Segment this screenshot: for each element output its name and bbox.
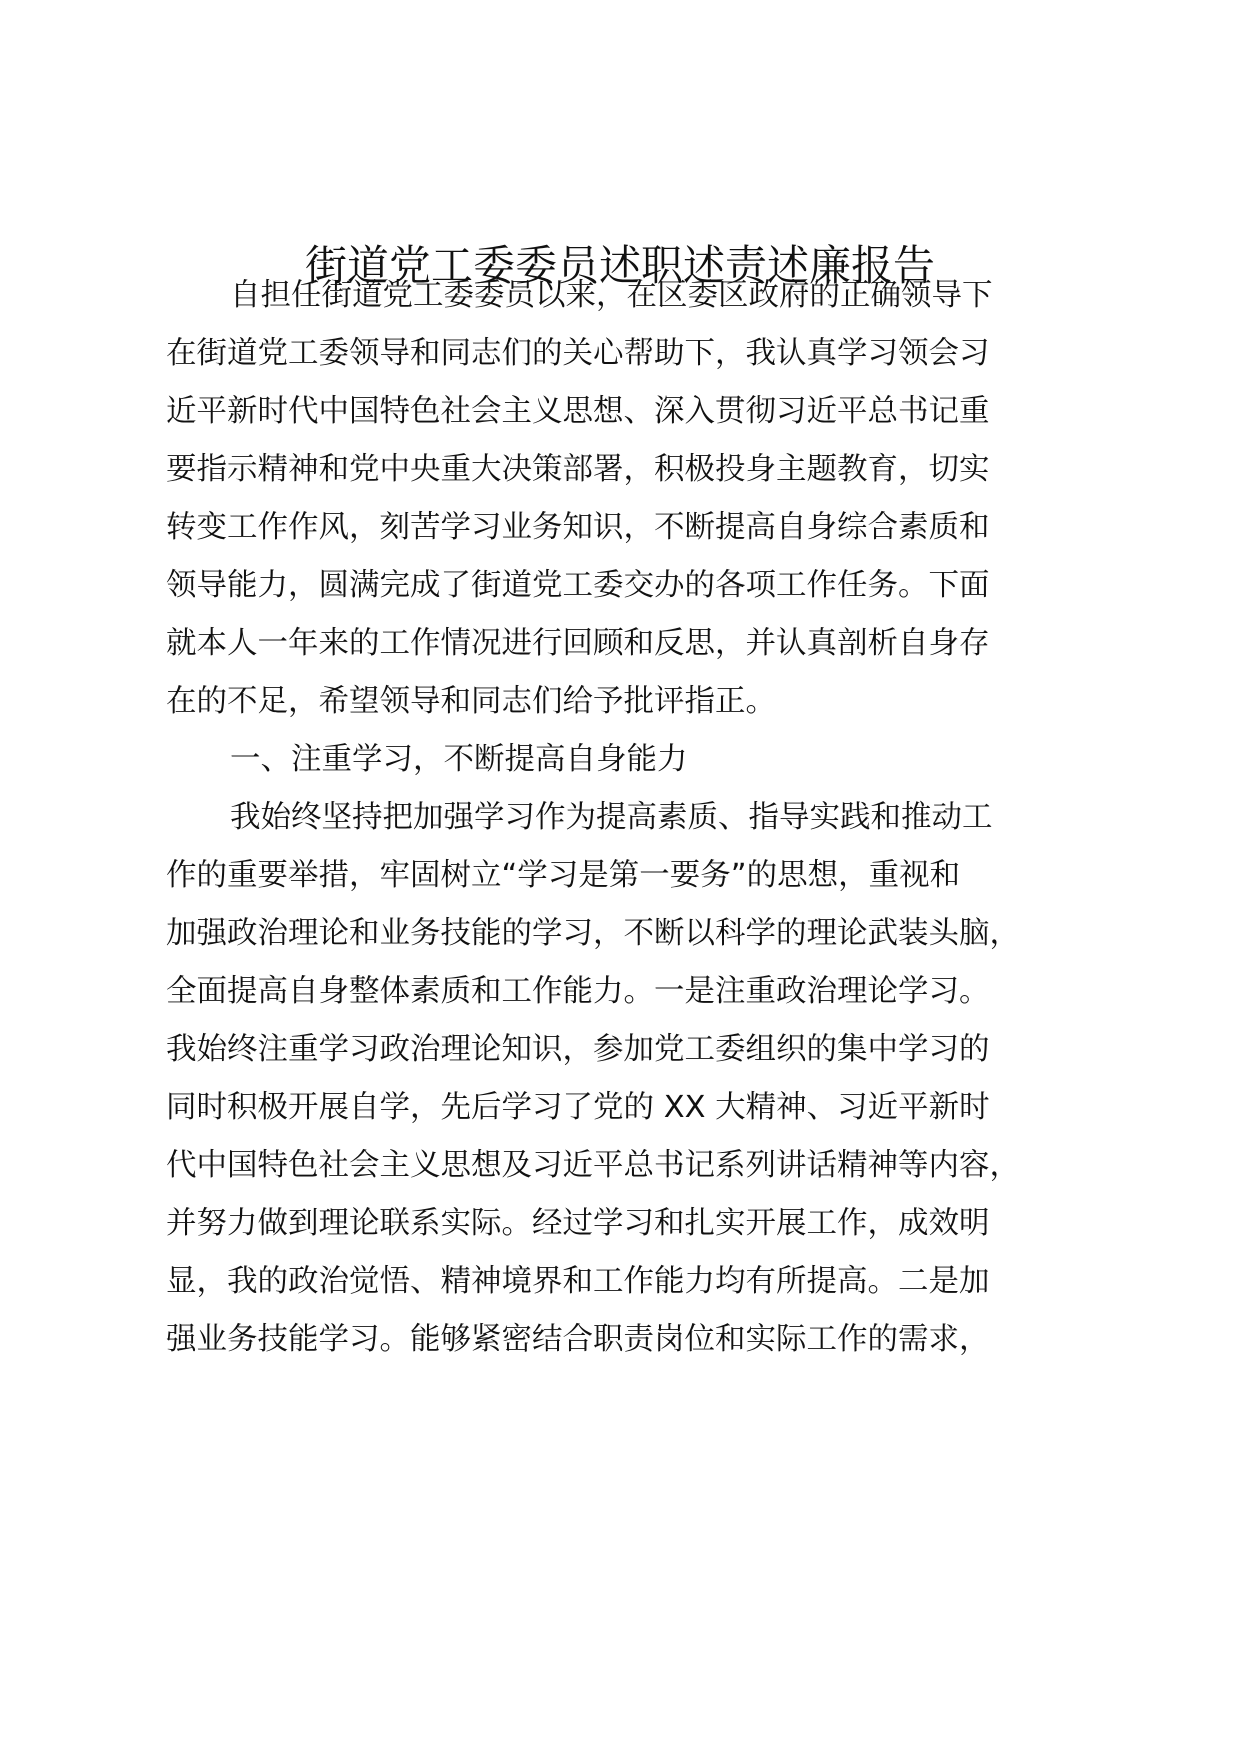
paragraph-line: 转变工作作风，刻苦学习业务知识，不断提高自身综合素质和 bbox=[166, 510, 990, 545]
paragraph-line: 代中国特色社会主义思想及习近平总书记系列讲话精神等内容， bbox=[166, 1148, 1020, 1183]
paragraph-line: 强业务技能学习。能够紧密结合职责岗位和实际工作的需求， bbox=[166, 1322, 990, 1357]
document-title: 街道党工委委员述职述责述廉报告 bbox=[304, 241, 935, 290]
paragraph-line: 在的不足，希望领导和同志们给予批评指正。 bbox=[166, 684, 776, 719]
paragraph-line: 自担任街道党工委委员以来，在区委区政府的正确领导下 bbox=[230, 278, 993, 313]
paragraph-line: 全面提高自身整体素质和工作能力。一是注重政治理论学习。 bbox=[166, 974, 990, 1009]
paragraph-line: 就本人一年来的工作情况进行回顾和反思，并认真剖析自身存 bbox=[166, 626, 990, 661]
paragraph-line: 在街道党工委领导和同志们的关心帮助下，我认真学习领会习 bbox=[166, 336, 990, 371]
paragraph-line: 作的重要举措，牢固树立“学习是第一要务”的思想，重视和 bbox=[166, 858, 961, 893]
paragraph-line: 加强政治理论和业务技能的学习，不断以科学的理论武装头脑， bbox=[166, 916, 1020, 951]
paragraph-line: 同时积极开展自学，先后学习了党的 XX 大精神、习近平新时 bbox=[166, 1090, 990, 1125]
paragraph-line: 领导能力，圆满完成了街道党工委交办的各项工作任务。下面 bbox=[166, 568, 990, 603]
paragraph-line: 我始终坚持把加强学习作为提高素质、指导实践和推动工 bbox=[230, 800, 993, 835]
paragraph-line: 我始终注重学习政治理论知识，参加党工委组织的集中学习的 bbox=[166, 1032, 990, 1067]
paragraph-line: 显，我的政治觉悟、精神境界和工作能力均有所提高。二是加 bbox=[166, 1264, 990, 1299]
paragraph-line: 近平新时代中国特色社会主义思想、深入贯彻习近平总书记重 bbox=[166, 394, 990, 429]
paragraph-line: 并努力做到理论联系实际。经过学习和扎实开展工作，成效明 bbox=[166, 1206, 990, 1241]
paragraph-line: 要指示精神和党中央重大决策部署，积极投身主题教育，切实 bbox=[166, 452, 990, 487]
section-heading: 一、注重学习，不断提高自身能力 bbox=[230, 742, 688, 777]
